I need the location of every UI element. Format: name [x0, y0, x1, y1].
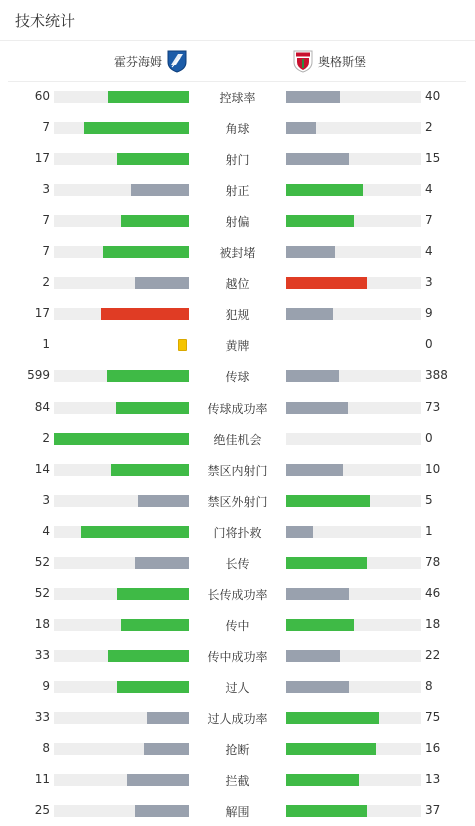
- home-bar-fill: [147, 712, 189, 724]
- away-value: 15: [425, 151, 441, 166]
- home-bar-fill: [135, 557, 189, 569]
- stat-label: 过人: [225, 680, 250, 695]
- away-bar-fill: [286, 526, 313, 538]
- stat-label: 被封堵: [219, 246, 256, 261]
- stat-label: 射门: [225, 153, 250, 168]
- stat-label: 传球: [225, 370, 250, 385]
- away-bar-track: [286, 91, 421, 103]
- away-value: 73: [425, 399, 441, 414]
- away-value: 22: [425, 647, 441, 662]
- home-bar-fill: [108, 650, 189, 662]
- home-value: 52: [34, 585, 50, 600]
- away-value: 0: [425, 430, 433, 445]
- home-bar-track: [54, 122, 189, 134]
- home-bar-fill: [116, 402, 189, 414]
- home-bar-track: [54, 246, 189, 258]
- home-value: 17: [34, 306, 50, 321]
- stat-label: 过人成功率: [207, 712, 268, 726]
- home-bar-track: [54, 153, 189, 165]
- away-bar-track: [286, 308, 421, 320]
- away-value: 78: [425, 554, 441, 569]
- stat-label: 长传: [225, 556, 250, 571]
- stat-row: [0, 112, 475, 143]
- stat-row: [0, 578, 475, 609]
- stat-row: [0, 702, 475, 733]
- away-bar-fill: [286, 215, 354, 227]
- stat-row: [0, 236, 475, 267]
- away-bar-track: [286, 122, 421, 134]
- away-bar-fill: [286, 495, 370, 507]
- home-value: 33: [34, 647, 50, 662]
- away-bar-fill: [286, 557, 367, 569]
- stat-label: 抢断: [225, 743, 250, 758]
- stat-row: [0, 360, 475, 391]
- away-bar-track: [286, 246, 421, 258]
- home-bar-fill: [127, 774, 189, 786]
- section-title: 技术统计: [15, 12, 76, 30]
- stat-label: 禁区内射门: [207, 463, 268, 478]
- home-value: 3: [42, 492, 50, 507]
- stat-label: 禁区外射门: [207, 494, 268, 509]
- home-bar-fill: [135, 277, 189, 289]
- away-bar-fill: [286, 774, 359, 786]
- home-bar-track: [54, 774, 189, 786]
- home-value: 25: [34, 803, 50, 818]
- home-bar-fill: [131, 184, 189, 196]
- away-bar-track: [286, 619, 421, 631]
- home-value: 33: [34, 710, 50, 724]
- away-value: 3: [425, 275, 433, 290]
- stat-row: [0, 423, 475, 454]
- away-bar-fill: [286, 402, 348, 414]
- away-bar-track: [286, 277, 421, 289]
- home-bar-fill: [54, 433, 189, 445]
- stat-row: [0, 764, 475, 795]
- home-bar-fill: [103, 246, 189, 258]
- away-value: 5: [425, 492, 433, 507]
- away-value: 8: [425, 678, 433, 693]
- hoffenheim-crest-icon: [166, 49, 188, 73]
- home-bar-track: [54, 370, 189, 382]
- away-bar-fill: [286, 743, 376, 755]
- stat-label: 传中成功率: [207, 649, 268, 664]
- away-bar-fill: [286, 184, 363, 196]
- away-bar-fill: [286, 464, 343, 476]
- home-bar-track: [54, 433, 189, 445]
- home-bar-track: [54, 91, 189, 103]
- home-value: 7: [42, 244, 50, 259]
- away-value: 4: [425, 182, 433, 197]
- stat-row: [0, 516, 475, 547]
- away-bar-track: [286, 805, 421, 817]
- stat-row: [0, 81, 475, 112]
- away-bar-track: [286, 495, 421, 507]
- augsburg-crest-icon: [292, 49, 314, 73]
- away-team-name: 奥格斯堡: [318, 54, 367, 69]
- away-bar-track: [286, 743, 421, 755]
- away-team[interactable]: [292, 49, 366, 73]
- away-bar-track: [286, 650, 421, 662]
- away-bar-track: [286, 774, 421, 786]
- home-value: 60: [34, 89, 50, 103]
- away-bar-track: [286, 712, 421, 724]
- home-bar-track: [54, 805, 189, 817]
- home-bar-fill: [138, 495, 189, 507]
- home-bar-fill: [101, 308, 189, 320]
- home-value: 7: [42, 120, 50, 135]
- home-value: 11: [34, 772, 50, 787]
- away-value: 37: [425, 803, 441, 818]
- home-bar-track: [54, 681, 189, 693]
- stat-row: [0, 733, 475, 764]
- stat-row: [0, 640, 475, 671]
- home-bar-fill: [108, 91, 189, 103]
- stat-label: 绝佳机会: [213, 432, 262, 447]
- away-bar-fill: [286, 681, 349, 693]
- yellow-card-icon: [178, 339, 187, 351]
- away-bar-fill: [286, 91, 340, 103]
- away-bar-fill: [286, 588, 349, 600]
- home-value: 3: [42, 182, 50, 197]
- stat-row: [0, 329, 475, 360]
- home-value: 8: [42, 741, 50, 756]
- away-value: 10: [425, 461, 441, 476]
- home-bar-track: [54, 184, 189, 196]
- stat-row: [0, 392, 475, 423]
- home-bar-track: [54, 402, 189, 414]
- home-bar-track: [54, 277, 189, 289]
- home-bar-track: [54, 588, 189, 600]
- away-value: 40: [425, 89, 441, 103]
- home-bar-track: [54, 743, 189, 755]
- home-bar-fill: [117, 588, 189, 600]
- home-bar-track: [54, 215, 189, 227]
- home-team[interactable]: [114, 49, 188, 73]
- away-bar-fill: [286, 122, 316, 134]
- away-bar-track: [286, 588, 421, 600]
- away-bar-track: [286, 370, 421, 382]
- stat-label: 黄牌: [225, 339, 250, 354]
- away-value: 46: [425, 585, 441, 600]
- home-value: 14: [34, 461, 50, 476]
- home-bar-track: [54, 464, 189, 476]
- home-bar-fill: [144, 743, 189, 755]
- home-bar-fill: [107, 370, 189, 382]
- home-bar-fill: [121, 215, 189, 227]
- stat-row: [0, 174, 475, 205]
- home-bar-track: [54, 650, 189, 662]
- stat-row: [0, 454, 475, 485]
- away-bar-fill: [286, 619, 354, 631]
- home-bar-fill: [135, 805, 189, 817]
- home-bar-track: [54, 526, 189, 538]
- home-bar-fill: [117, 681, 189, 693]
- away-bar-track: [286, 557, 421, 569]
- stat-label: 拦截: [225, 774, 250, 789]
- home-value: 9: [42, 678, 50, 693]
- home-bar-track: [54, 712, 189, 724]
- stat-label: 角球: [225, 122, 250, 137]
- home-value: 1: [42, 337, 50, 352]
- stat-label: 长传成功率: [207, 587, 268, 602]
- away-bar-track: [286, 681, 421, 693]
- home-value: 84: [34, 399, 50, 414]
- away-bar-track: [286, 402, 421, 414]
- stat-row: [0, 671, 475, 702]
- home-value: 17: [34, 151, 50, 166]
- away-bar-track: [286, 526, 421, 538]
- home-value: 7: [42, 213, 50, 228]
- home-bar-track: [54, 495, 189, 507]
- away-value: 388: [425, 368, 448, 383]
- home-bar-track: [54, 619, 189, 631]
- away-bar-track: [286, 464, 421, 476]
- away-bar-fill: [286, 277, 367, 289]
- stat-label: 门将扑救: [213, 525, 262, 540]
- home-bar-fill: [121, 619, 189, 631]
- away-value: 4: [425, 244, 433, 259]
- away-value: 7: [425, 213, 433, 228]
- away-bar-track: [286, 433, 421, 445]
- away-value: 18: [425, 616, 441, 631]
- away-bar-track: [286, 153, 421, 165]
- away-value: 13: [425, 772, 441, 787]
- away-bar-fill: [286, 153, 349, 165]
- home-value: 52: [34, 554, 50, 569]
- away-value: 1: [425, 523, 433, 538]
- away-value: 0: [425, 337, 433, 352]
- home-bar-track: [54, 557, 189, 569]
- stat-row: [0, 298, 475, 329]
- away-bar-fill: [286, 805, 367, 817]
- stat-label: 射正: [225, 184, 250, 199]
- away-bar-track: [286, 215, 421, 227]
- stat-label: 越位: [225, 277, 250, 292]
- stat-label: 解围: [225, 805, 250, 820]
- home-bar-fill: [81, 526, 189, 538]
- stat-label: 传中: [225, 618, 250, 633]
- away-value: 2: [425, 120, 433, 135]
- away-bar-fill: [286, 370, 339, 382]
- away-bar-fill: [286, 712, 379, 724]
- home-team-name: 霍芬海姆: [113, 54, 162, 69]
- home-value: 18: [34, 616, 50, 631]
- stat-row: [0, 609, 475, 640]
- away-bar-fill: [286, 650, 340, 662]
- stat-row: [0, 795, 475, 826]
- stat-label: 犯规: [225, 308, 250, 323]
- home-bar-fill: [111, 464, 189, 476]
- away-bar-fill: [286, 308, 333, 320]
- stat-row: [0, 267, 475, 298]
- stat-label: 射偏: [225, 215, 250, 230]
- home-value: 2: [42, 275, 50, 290]
- stat-row: [0, 547, 475, 578]
- home-value: 2: [42, 430, 50, 445]
- home-bar-fill: [117, 153, 189, 165]
- stat-label: 传球成功率: [207, 401, 268, 416]
- away-value: 16: [425, 741, 441, 756]
- away-bar-track: [286, 184, 421, 196]
- home-value: 599: [27, 368, 50, 383]
- away-bar-fill: [286, 246, 335, 258]
- away-value: 9: [425, 306, 433, 321]
- home-value: 4: [42, 523, 50, 538]
- teams-header: [8, 41, 466, 82]
- stat-row: [0, 143, 475, 174]
- stat-row: [0, 485, 475, 516]
- home-bar-fill: [84, 122, 189, 134]
- stat-label: 控球率: [219, 91, 256, 105]
- away-value: 75: [425, 710, 441, 724]
- stat-row: [0, 205, 475, 236]
- home-bar-track: [54, 308, 189, 320]
